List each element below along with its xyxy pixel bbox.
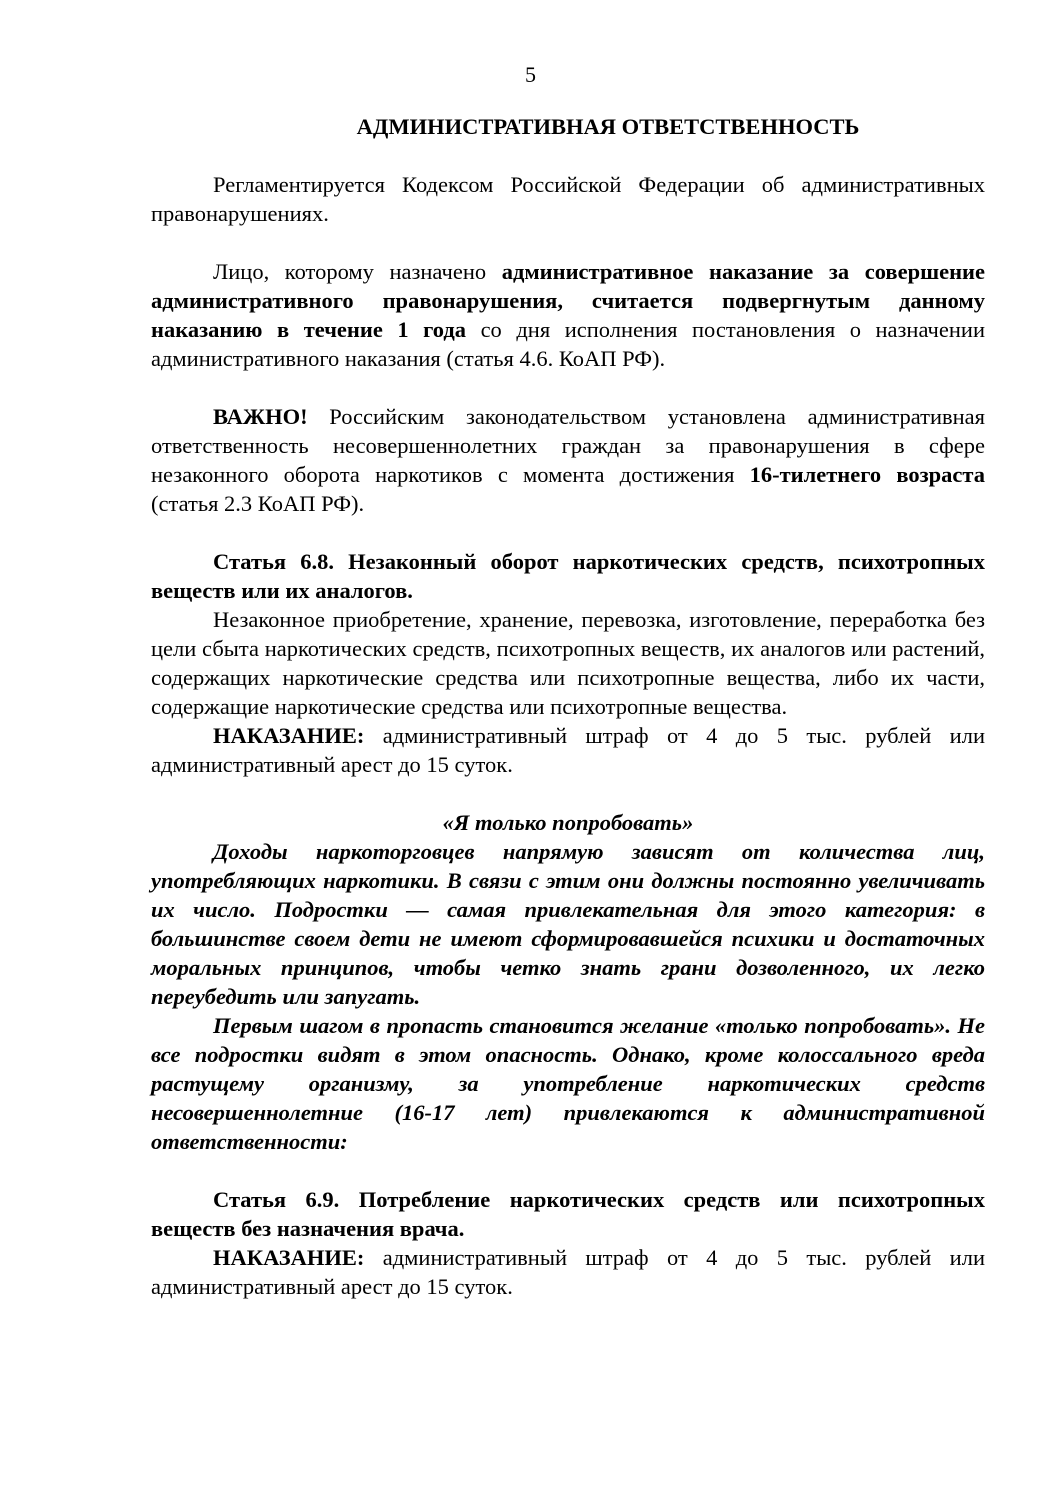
spacer xyxy=(151,518,985,547)
person-paragraph xyxy=(151,257,985,373)
article-69-heading-text: Статья 6.9. Потребление наркотических средств или психотропных веществ без назначения врача. xyxy=(151,1187,985,1241)
intro-paragraph: Регламентируется Кодексом Российской Федерации об административных правонарушениях. xyxy=(151,172,985,226)
person-bold-text: административное наказание за совершение административного правонарушения, считается подвергнутым данному наказанию в течение 1 года xyxy=(151,259,985,342)
important-label: ВАЖНО! xyxy=(213,404,308,429)
quote-title: «Я только попробовать» xyxy=(442,810,694,835)
spacer xyxy=(151,1156,985,1185)
quote-section xyxy=(151,808,985,1156)
article-69-penalty-label: НАКАЗАНИЕ: xyxy=(213,1245,365,1270)
spacer xyxy=(151,228,985,257)
article-69-penalty-text: административный штраф от 4 до 5 тыс. рублей или административный арест до 15 суток. xyxy=(151,1245,985,1299)
article-68-body: Незаконное приобретение, хранение, перевозка, изготовление, переработка без цели сбыта наркотических средств, психотропных веществ, их аналогов или растений, содержащих наркотические средства или психотропные вещества, либо их части, содержащие наркотические средства или психотропные вещества. xyxy=(151,607,985,719)
person-text-end: со дня исполнения постановления о назначении административного наказания (статья 4.6. КоАП РФ). xyxy=(151,317,985,371)
page-title: АДМИНИСТРАТИВНАЯ ОТВЕТСТВЕННОСТЬ xyxy=(356,114,860,139)
important-paragraph xyxy=(151,402,985,518)
person-text-start: Лицо, которому назначено xyxy=(213,259,502,284)
article-68-penalty-label: НАКАЗАНИЕ: xyxy=(213,723,365,748)
spacer xyxy=(151,779,985,808)
article-69-penalty xyxy=(151,1243,985,1301)
article-68-heading-text: Статья 6.8. Незаконный оборот наркотических средств, психотропных веществ или их аналогов. xyxy=(151,549,985,603)
article-69-heading xyxy=(151,1185,985,1243)
article-68-penalty xyxy=(151,721,985,779)
important-tail: (статья 2.3 КоАП РФ). xyxy=(151,491,365,516)
page-content xyxy=(151,112,985,1301)
spacer xyxy=(151,373,985,402)
page-number: 5 xyxy=(525,62,536,87)
article-68-penalty-text: административный штраф от 4 до 5 тыс. рублей или административный арест до 15 суток. xyxy=(151,723,985,777)
important-age: 16-тилетнего возраста xyxy=(749,462,985,487)
quote-paragraph-1: Доходы наркоторговцев напрямую зависят от количества лиц, употребляющих наркотики. В связи с этим они должны постоянно увеличивать их число. Подростки — самая привлекательная для этого категория: в большинстве своем дети не имеют сформировавшейся психики и достаточных моральных принципов, чтобы четко знать грани дозволенного, их легко переубедить или запугать. xyxy=(151,839,985,1009)
quote-paragraph-2: Первым шагом в пропасть становится желание «только попробовать». Не все подростки видят в этом опасность. Однако, кроме колоссального вреда растущему организму, за употребление наркотических средств несовершеннолетние (16-17 лет) привлекаются к административной ответственности: xyxy=(151,1013,985,1154)
article-68-heading xyxy=(151,547,985,605)
important-text: Российским законодательством установлена административная ответственность несовершеннолетних граждан за правонарушения в сфере незаконного оборота наркотиков с момента достижения xyxy=(151,404,985,487)
